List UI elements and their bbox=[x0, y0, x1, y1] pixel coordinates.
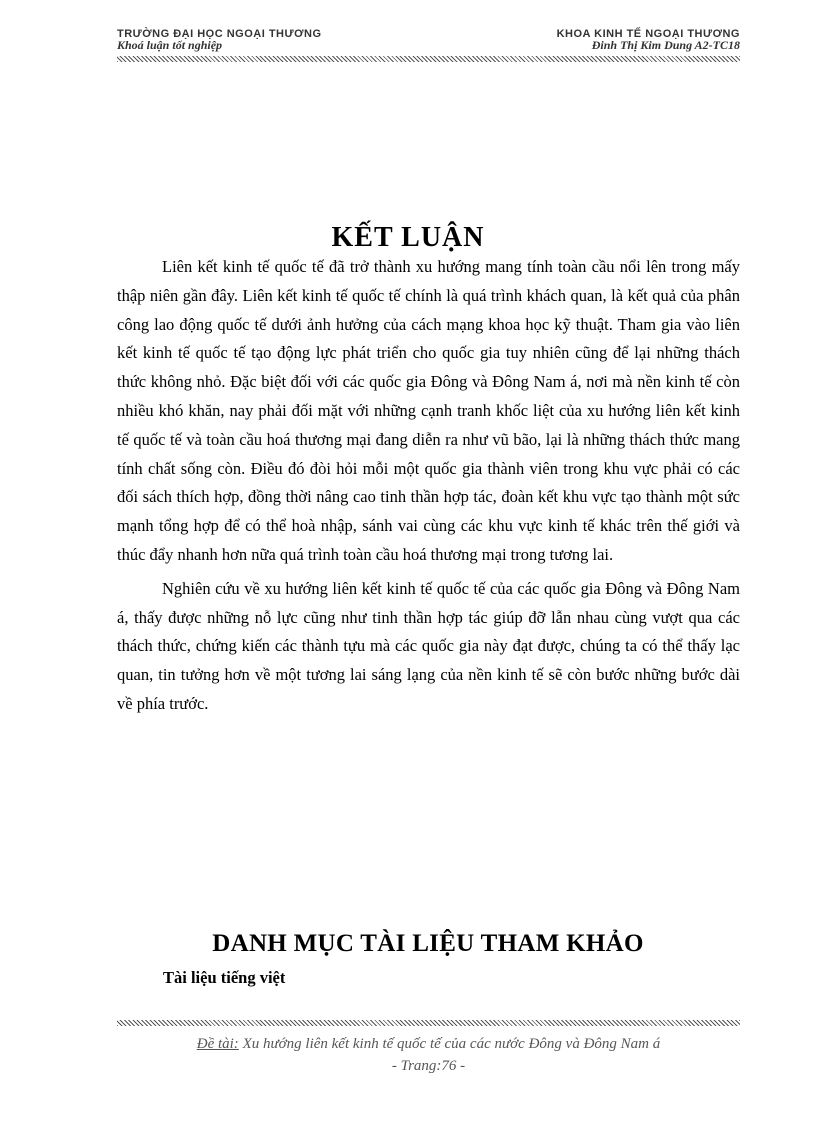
paragraph-1: Liên kết kinh tế quốc tế đã trở thành xu hướng mang tính toàn cầu nổi lên trong mấy thập niên gần đây. Liên kết kinh tế quốc tế chính là quá trình khách quan, là kết quả của phân công lao động quốc tế dưới ảnh hưởng của cách mạng khoa học kỹ thuật. Tham gia vào liên kết kinh tế quốc tế tạo động lực phát triển cho quốc gia tuy nhiên cũng để lại những thách thức không nhỏ. Đặc biệt đối với các quốc gia Đông và Đông Nam á, nơi mà nền kinh tế còn nhiều khó khăn, nay phải đối mặt với những cạnh tranh khốc liệt của xu hướng liên kết kinh tế quốc tế và toàn cầu hoá thương mại đang diễn ra như vũ bão, lại là những thách thức mang tính chất sống còn. Điều đó đòi hỏi mỗi một quốc gia thành viên trong khu vực phải có các đối sách thích hợp, đồng thời nâng cao tinh thần hợp tác, đoàn kết khu vực tạo thành một sức mạnh tổng hợp để có thể hoà nhập, sánh vai cùng các khu vực kinh tế khác trên thế giới và thúc đẩy nhanh hơn nữa quá trình toàn cầu hoá thương mại trong tương lai. bbox=[117, 257, 740, 564]
footer-topic-label: Đề tài: bbox=[196, 1036, 239, 1052]
references-title: DANH MỤC TÀI LIỆU THAM KHẢO bbox=[212, 930, 644, 957]
header-divider bbox=[117, 56, 740, 62]
university-name: TRƯỜNG ĐẠI HỌC NGOẠI THƯƠNG bbox=[117, 28, 322, 40]
footer-topic-text: Xu hướng liên kết kinh tế quốc tế của các nước Đông và Đông Nam á bbox=[238, 1036, 661, 1052]
faculty-name: KHOA KINH TẾ NGOẠI THƯƠNG bbox=[556, 28, 740, 40]
footer-divider bbox=[117, 1020, 740, 1026]
conclusion-body bbox=[117, 253, 740, 724]
page-footer bbox=[117, 1020, 740, 1080]
document-type: Khoá luận tốt nghiệp bbox=[117, 38, 223, 52]
page-number: - Trang:76 - bbox=[391, 1058, 466, 1074]
references-subtitle: Tài liệu tiếng việt bbox=[163, 968, 286, 987]
author-name: Đinh Thị Kim Dung A2-TC18 bbox=[591, 38, 740, 52]
section-title: KẾT LUẬN bbox=[331, 222, 485, 253]
footer-topic bbox=[117, 1036, 740, 1053]
page-header bbox=[117, 28, 740, 68]
paragraph-2: Nghiên cứu về xu hướng liên kết kinh tế quốc tế của các quốc gia Đông và Đông Nam á, thấy được những nỗ lực cũng như tinh thần hợp tác giúp đỡ lẫn nhau cùng vượt qua các thách thức, chứng kiến các thành tựu mà các quốc gia này đạt được, chúng ta có thể thấy lạc quan, tin tưởng hơn về một tương lai sáng lạng của nền kinh tế sẽ còn bước những bước dài về phía trước. bbox=[117, 578, 740, 713]
